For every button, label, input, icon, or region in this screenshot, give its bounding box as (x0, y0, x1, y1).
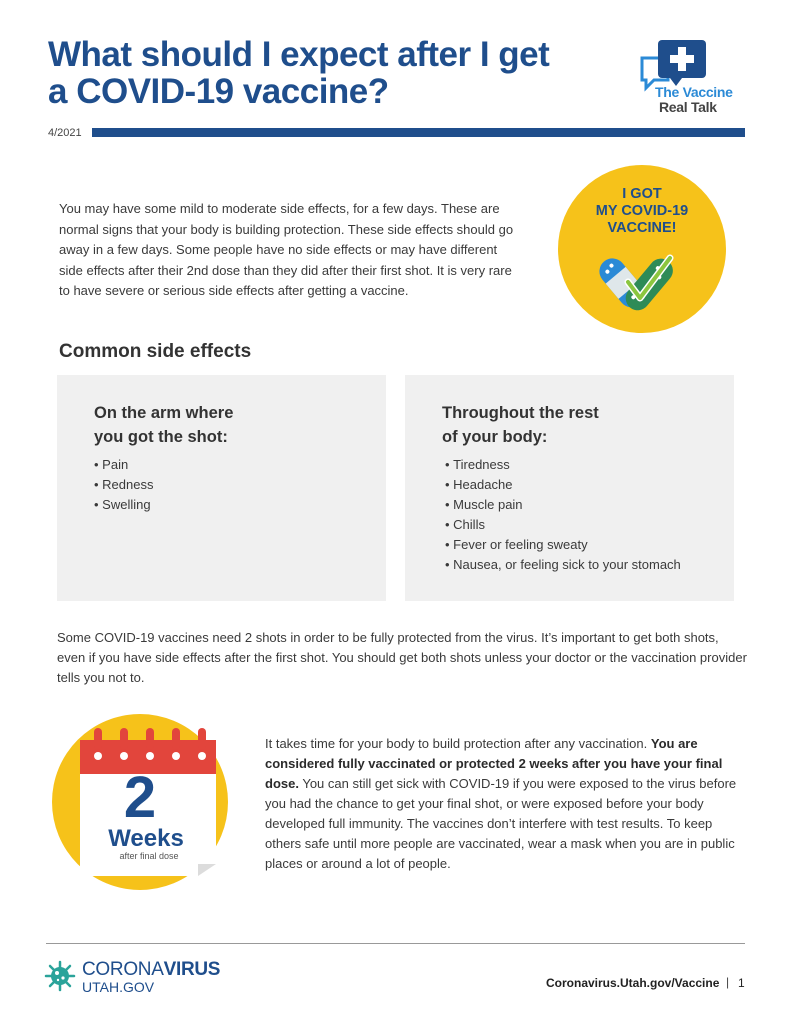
footer-brand (82, 960, 220, 980)
list-item: • Pain (94, 455, 153, 475)
footer-separator: | (726, 975, 730, 989)
footer-brand-bold: VIRUS (163, 959, 221, 980)
calendar-number: 2 (123, 765, 157, 830)
list-item: • Chills (445, 515, 681, 535)
protection-text-rest: You can still get sick with COVID-19 if you were exposed to the virus before you had the chance to get your final shot, or were exposed before your body developed full immunity. The vaccines don’t interfere with test results. To keep others safe until more people are vaccinated, wear a mask when you are in public places or around a lot of people. (265, 776, 737, 871)
list-item: • Nausea, or feeling sick to your stomach (445, 555, 681, 575)
logo-line-1: The Vaccine (655, 84, 733, 100)
arm-side-effects-list (94, 455, 153, 515)
list-item: • Fever or feeling sweaty (445, 535, 681, 555)
body-side-effects-list (445, 455, 681, 575)
footer-rule (46, 943, 745, 944)
logo-line-2: Real Talk (659, 99, 717, 115)
page-number: 1 (738, 976, 745, 990)
badge-text: I GOT MY COVID-19 VACCINE! (595, 186, 689, 236)
footer-brand-sub: UTAH.GOV (82, 979, 155, 995)
intro-paragraph: You may have some mild to moderate side effects, for a few days. These are normal signs that your body is building protection. These side effects should go away in a few days. Some people have no side effects or may have different side effects after their 2nd dose than they did after their first shot. It is very rare to have severe or serious side effects after getting a vaccine. (59, 201, 514, 298)
protection-paragraph (265, 734, 745, 874)
list-item: • Swelling (94, 495, 153, 515)
arm-side-effects-panel (57, 375, 386, 601)
page-title: What should I expect after I get a COVID-19 vaccine? (48, 35, 550, 111)
body-panel-title: Throughout the rest of your body: (442, 404, 599, 446)
protection-text-emphasis: You are considered fully vaccinated or protected 2 weeks after you have your final dose. (265, 736, 723, 791)
protection-text-intro: It takes time for your body to build protection after any vaccination. (265, 736, 651, 751)
list-item: • Muscle pain (445, 495, 681, 515)
publish-date: 4/2021 (48, 127, 82, 139)
virus-icon (44, 960, 76, 992)
calendar-caption: after final dose (119, 851, 179, 861)
footer-url: Coronavirus.Utah.gov/Vaccine (546, 976, 720, 990)
footer-brand-light: CORONA (82, 959, 164, 980)
list-item: • Redness (94, 475, 153, 495)
bandage-checkmark-icon (590, 242, 682, 316)
two-shots-paragraph: Some COVID-19 vaccines need 2 shots in order to be fully protected from the virus. It’s important to get both shots, even if you have side effects after the first shot. You should get both shots unless your doctor or the vaccination provider tells you not to. (57, 630, 747, 685)
body-side-effects-panel (405, 375, 734, 601)
header-rule (92, 128, 745, 137)
list-item: • Headache (445, 475, 681, 495)
side-effects-heading: Common side effects (59, 341, 252, 362)
arm-panel-title: On the arm where you got the shot: (94, 404, 234, 446)
list-item: • Tiredness (445, 455, 681, 475)
calendar-unit: Weeks (108, 825, 184, 852)
